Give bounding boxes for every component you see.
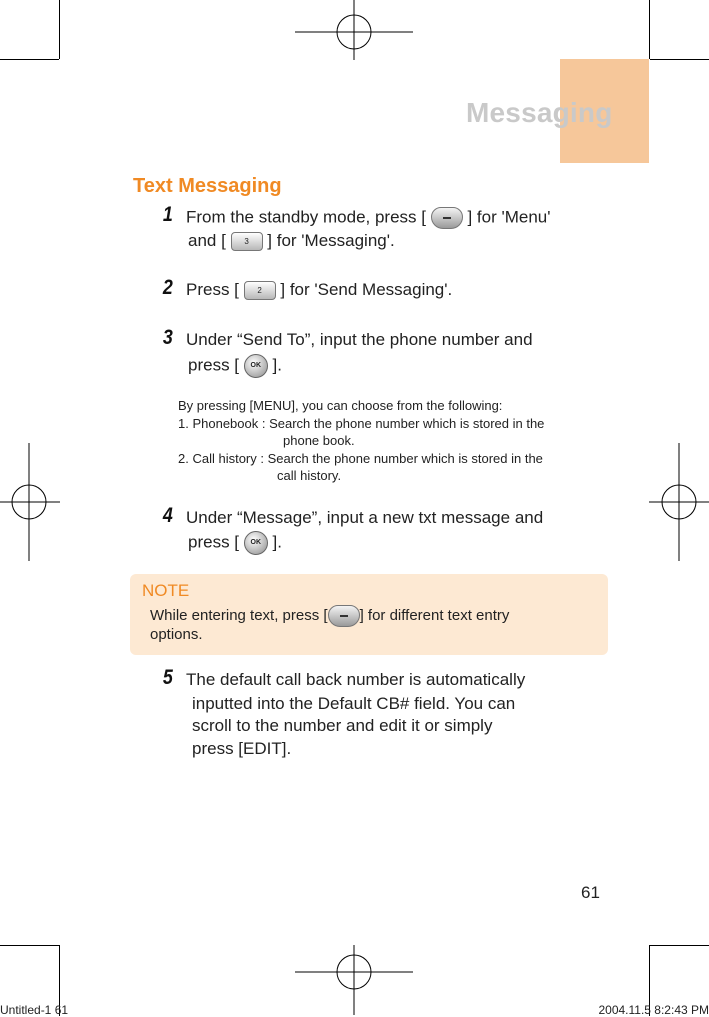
note-label: NOTE xyxy=(142,581,190,600)
ok-key-icon: OK xyxy=(244,531,268,555)
note-text: While entering text, press [ ] for different text entry xyxy=(150,605,509,627)
soft-key-icon xyxy=(328,605,360,627)
step-text: scroll to the number and edit it or simply xyxy=(192,716,493,735)
footer-slug-left: Untitled-1 61 xyxy=(0,1003,69,1017)
menu-info-item: 1. Phonebook : Search the phone number which is stored in the xyxy=(178,416,545,431)
registration-mark-icon xyxy=(295,0,413,60)
step-text: Press [ 2 ] for 'Send Messaging'. xyxy=(186,280,453,299)
footer-slug-right: 2004.11.5 8:2:43 PM xyxy=(598,1003,709,1017)
menu-info-item: call history. xyxy=(277,468,342,483)
key-2-icon: 2 xyxy=(244,281,276,300)
step-number: 5 xyxy=(162,666,173,689)
crop-mark xyxy=(59,0,60,59)
crop-mark xyxy=(649,0,650,59)
step-text: The default call back number is automatically xyxy=(186,670,526,689)
menu-info-intro: By pressing [MENU], you can choose from the following: xyxy=(178,398,503,413)
crop-mark xyxy=(0,59,59,60)
crop-mark xyxy=(650,59,709,60)
menu-info-item: 2. Call history : Search the phone number which is stored in the xyxy=(178,451,543,466)
step-number: 1 xyxy=(162,203,173,226)
section-title: Messaging xyxy=(466,97,613,128)
crop-mark xyxy=(0,945,59,946)
step-text: Under “Send To”, input the phone number and xyxy=(186,330,533,349)
step-number: 4 xyxy=(162,504,173,527)
step-number: 3 xyxy=(162,326,173,349)
soft-key-icon xyxy=(431,207,463,229)
key-3-icon: 3 xyxy=(231,232,263,251)
registration-mark-icon xyxy=(649,443,709,561)
step-text: Under “Message”, input a new txt message and xyxy=(186,508,544,527)
step-text: inputted into the Default CB# field. You can xyxy=(192,694,516,713)
menu-info-item: phone book. xyxy=(283,433,355,448)
step-text: press [ OK ]. xyxy=(188,354,282,378)
ok-key-icon: OK xyxy=(244,354,268,378)
step-text: press [ OK ]. xyxy=(188,531,282,555)
step-text: press [EDIT]. xyxy=(192,739,292,758)
page-number: 61 xyxy=(581,883,600,902)
page-title: Text Messaging xyxy=(133,175,282,197)
step-text: From the standby mode, press [ ] for 'Menu' xyxy=(186,207,551,229)
registration-mark-icon xyxy=(0,443,60,561)
note-text: options. xyxy=(150,626,203,643)
step-number: 2 xyxy=(162,276,173,299)
crop-mark xyxy=(650,945,709,946)
step-text: and [ 3 ] for 'Messaging'. xyxy=(188,231,395,250)
registration-mark-icon xyxy=(295,945,413,1015)
